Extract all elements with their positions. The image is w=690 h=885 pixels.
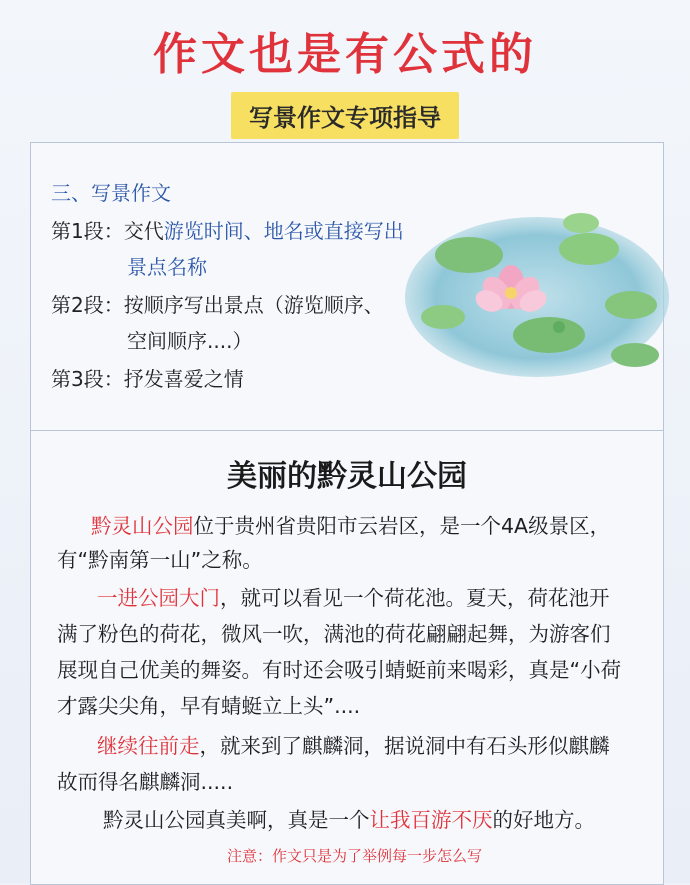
p3-text-a: 抒发喜爱之情 — [123, 367, 244, 391]
essay-text-9a: 黔灵山公园真美啊，真是一个 — [103, 808, 370, 832]
section-title: 三、写景作文 — [51, 181, 171, 205]
guide-card — [30, 142, 664, 432]
p1-label: 第1段： — [51, 219, 124, 243]
essay-title: 美丽的黔灵山公园 — [227, 459, 467, 494]
essay-line-8: 故而得名麒麟洞..... — [57, 770, 234, 794]
page-title: 作文也是有公式的 — [153, 29, 537, 80]
lotus-pond-illustration — [399, 205, 669, 385]
essay-line-3 — [97, 581, 610, 611]
subtitle-container — [0, 92, 690, 139]
p1-text-b: 游览时间、地名或直接写出 — [163, 219, 404, 243]
p1-text-a: 交代 — [123, 219, 164, 243]
p2-text-b: 空间顺序....） — [127, 329, 253, 353]
essay-line-1 — [91, 509, 610, 539]
page-subtitle: 写景作文专项指导 — [231, 92, 459, 139]
essay-highlight-3: 继续往前走 — [97, 734, 200, 758]
essay-line-9 — [103, 803, 595, 833]
essay-line-2: 有“黔南第一山”之称。 — [57, 548, 263, 572]
essay-line-6: 才露尖尖角，早有蜻蜓立上头”.... — [57, 694, 361, 718]
paragraph-2 — [51, 289, 384, 318]
essay-text-3: ，就可以看见一个荷花池。夏天，荷花池开 — [220, 586, 610, 610]
essay-text-1: 位于贵州省贵阳市云岩区，是一个4A级景区， — [193, 514, 611, 538]
fade-overlay — [531, 839, 663, 869]
essay-card — [30, 430, 664, 885]
p3-label: 第3段： — [51, 367, 124, 391]
p1-text-c: 景点名称 — [127, 255, 207, 279]
essay-highlight-2: 一进公园大门 — [97, 586, 220, 610]
p2-text-a: 按顺序写出景点（游览顺序、 — [123, 293, 384, 317]
essay-line-4: 满了粉色的荷花，微风一吹，满池的荷花翩翩起舞，为游客们 — [57, 622, 611, 646]
paragraph-1 — [51, 215, 404, 244]
essay-line-7 — [97, 729, 610, 759]
p2-label: 第2段： — [51, 293, 124, 317]
essay-highlight-4: 让我百游不厌 — [369, 808, 493, 832]
essay-line-5: 展现自己优美的舞姿。有时还会吸引蜻蜓前来喝彩，真是“小荷 — [57, 658, 622, 682]
footnote: 注意：作文只是为了举例每一步怎么写 — [227, 847, 483, 865]
essay-text-7: ，就来到了麒麟洞，据说洞中有石头形似麒麟 — [199, 734, 610, 758]
essay-highlight-1: 黔灵山公园 — [91, 514, 194, 538]
essay-text-9b: 的好地方。 — [492, 808, 595, 832]
paragraph-3 — [51, 363, 244, 392]
